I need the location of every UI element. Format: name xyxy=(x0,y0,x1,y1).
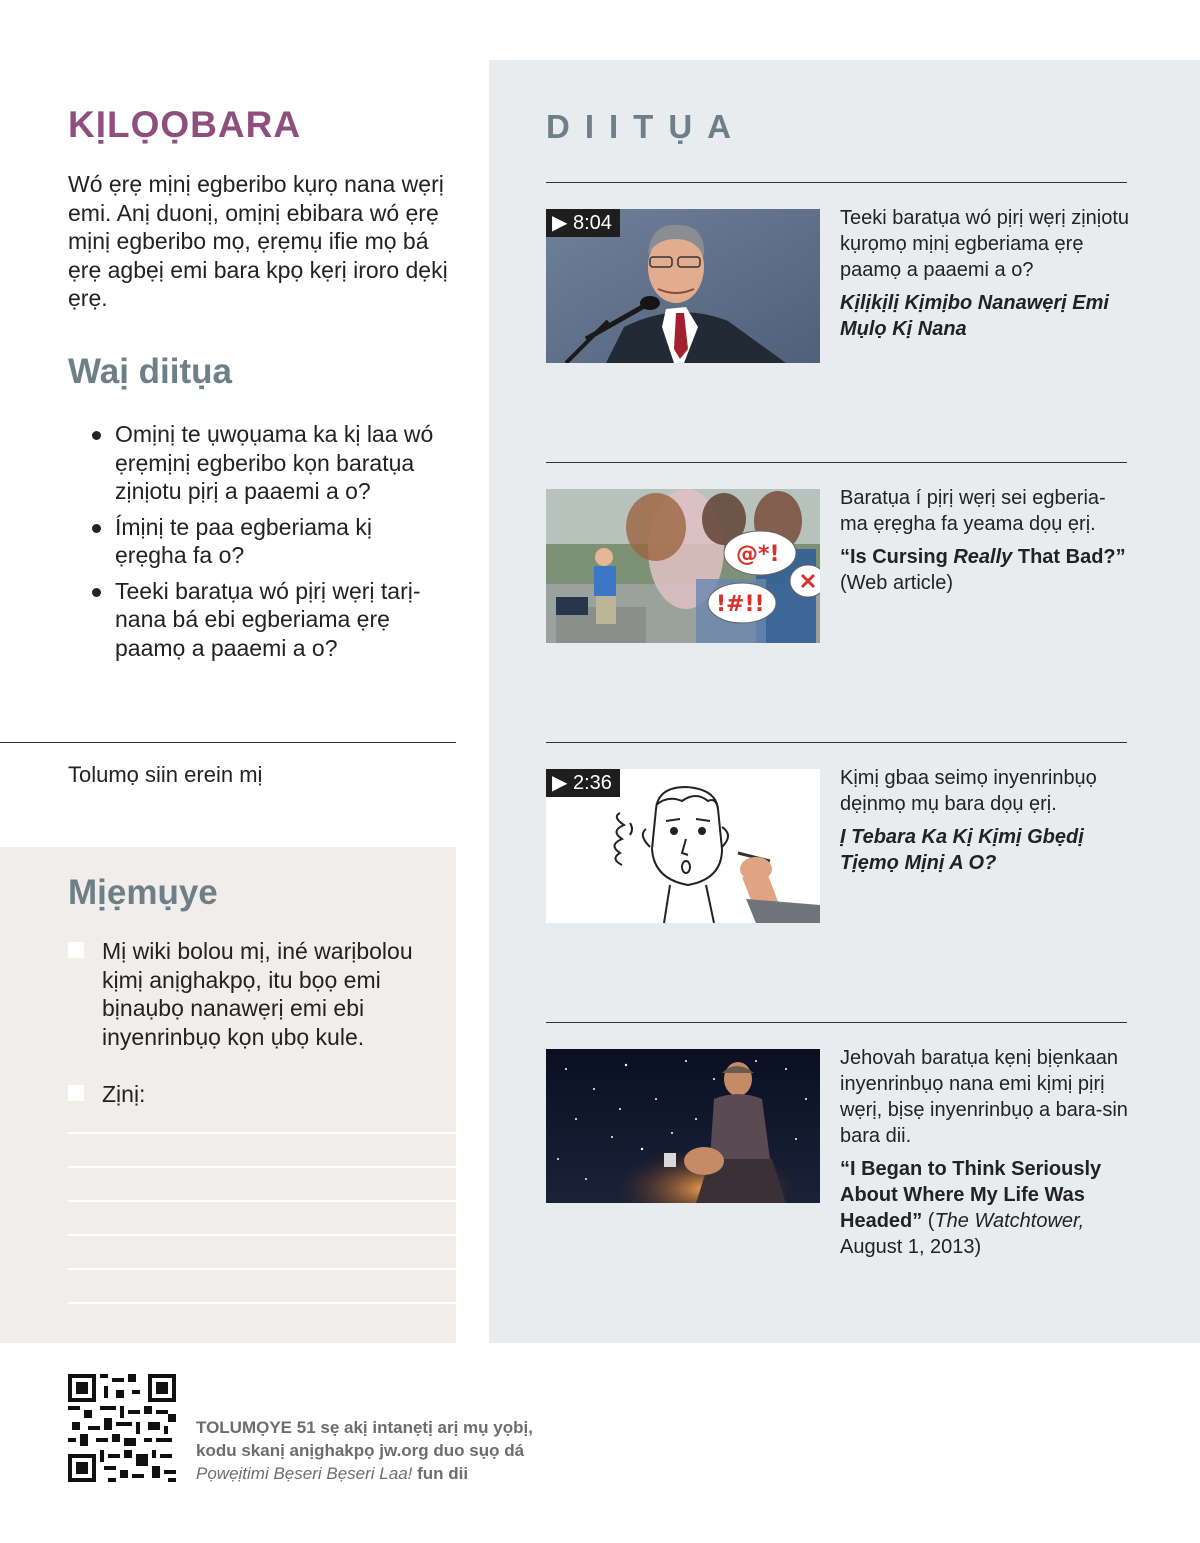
goal-text: Mị wiki bolou mị, iné warịbolou kịmị anịghakpọ, itu bọọ emi bịnaụbọ nanawẹrị emi ebi inyenrinbụọ kọn ụbọ kule. xyxy=(102,938,413,1050)
goals-title: Mịẹmụye xyxy=(68,873,218,912)
teens-image xyxy=(546,489,820,643)
review-item xyxy=(92,420,442,506)
entry-description: Teeki baratụa wó pịrị wẹrị zịnịotu kụrọmọ mịnị egberiama ẹrẹ paamọ a paaemi a o? xyxy=(840,207,1130,281)
write-line[interactable] xyxy=(68,1166,456,1168)
bullet-icon xyxy=(92,524,101,533)
qr-code-icon[interactable] xyxy=(68,1374,176,1482)
entry-title-text: Ị Tebara Ka Kị Kịmị Gbẹdị Tịẹmọ Mịnị A O? xyxy=(840,826,1084,874)
divider xyxy=(546,742,1127,743)
goal-text: Zịnị: xyxy=(102,1081,146,1107)
goals-box xyxy=(0,847,456,1343)
review-item xyxy=(92,577,442,663)
stars-image xyxy=(546,1049,820,1203)
bullet-icon xyxy=(92,431,101,440)
entry-source: (Web article) xyxy=(840,572,953,594)
section-title: KỊLỌỌBARA xyxy=(68,104,302,145)
review-list xyxy=(92,420,442,669)
write-line[interactable] xyxy=(68,1268,456,1270)
write-line[interactable] xyxy=(68,1200,456,1202)
divider xyxy=(546,1022,1127,1023)
footer-note xyxy=(196,1416,576,1485)
entry-source-title: The Watchtower, xyxy=(934,1210,1085,1232)
goal-item-other[interactable] xyxy=(68,1080,428,1109)
video-duration-badge xyxy=(546,209,620,237)
footer-text-end: fun dii xyxy=(412,1464,469,1483)
divider xyxy=(0,742,456,743)
divider xyxy=(546,462,1127,463)
right-title: DIITỤA xyxy=(546,108,746,145)
article-thumbnail[interactable] xyxy=(546,1049,820,1203)
entry-description: Baratụa í pịrị wẹrị sei egberia-ma ẹrẹgha fa yeama dọụ ẹrị. xyxy=(840,487,1106,535)
entry-source: ( xyxy=(922,1210,935,1232)
entry-title-link[interactable] xyxy=(840,824,1130,876)
entry-title-text: “I Began to Think Seriously About Where My Life Was Headed” xyxy=(840,1158,1102,1232)
video-duration-badge xyxy=(546,769,620,797)
play-icon: ▶ xyxy=(552,212,568,234)
footer-book-title: Pọwẹịtimi Bẹseri Bẹseri Laa! xyxy=(196,1464,413,1483)
review-item-text: Teeki baratụa wó pịrị wẹrị tarị-nana bá ebi egberiama ẹrẹ paamọ a paaemi a o? xyxy=(115,577,421,661)
review-title: Waị diitụa xyxy=(68,352,232,391)
write-line[interactable] xyxy=(68,1234,456,1236)
duration-text: 8:04 xyxy=(572,212,612,234)
right-panel xyxy=(489,60,1200,1343)
entry-description: Kịmị gbaa seimọ inyenrinbụọ dẹịnmọ mụ bara dọụ ẹrị. xyxy=(840,767,1097,815)
checkbox[interactable] xyxy=(68,1085,84,1101)
footer-text: TOLUMỌYE 51 sẹ akị intanẹtị arị mụ yọbị, kodu skanị anịghakpọ jw.org duo sụọ dá xyxy=(196,1418,533,1460)
entry-source-date: August 1, 2013) xyxy=(840,1236,982,1258)
notes-label: Tolumọ siin erein mị xyxy=(68,762,263,787)
entry-description: Jehovah baratụa kẹnị bịẹnkaan inyenrinbụọ nana emi kịmị pịrị wẹrị, bịsẹ inyenrinbụọ a bara-sin bara dii. xyxy=(840,1047,1128,1147)
video-thumbnail[interactable] xyxy=(546,769,820,923)
goal-item[interactable] xyxy=(68,937,428,1051)
entry-title-text: “Is Cursing xyxy=(840,546,954,568)
play-icon: ▶ xyxy=(552,772,568,794)
article-thumbnail[interactable] xyxy=(546,489,820,643)
intro-text: Wó ẹrẹ mịnị egberibo kụrọ nana wẹrị emi. Anị duonị, omịnị ebibara wó ẹrẹ mịnị egberibo mọ, ẹrẹmụ ifie mọ bá ẹrẹ agbẹị emi bara kpọ kẹrị iroro dẹkị ẹrẹ. xyxy=(68,171,448,311)
video-thumbnail[interactable] xyxy=(546,209,820,363)
bullet-icon xyxy=(92,588,101,597)
entry-title-text: That Bad?” xyxy=(1012,546,1126,568)
bubble-text: @*! xyxy=(736,542,780,567)
write-line[interactable] xyxy=(68,1132,456,1134)
review-item-text: Omịnị te ụwọụama ka kị laa wó ẹrẹmịnị egberibo kọn baratụa zịnịotu pịrị a paaemi a o? xyxy=(115,421,434,504)
review-item xyxy=(92,513,442,570)
review-item-text: Ímịnị te paa egberiama kị ẹrẹgha fa o? xyxy=(115,513,372,568)
bubble-text: !#!! xyxy=(716,592,765,617)
duration-text: 2:36 xyxy=(572,772,612,794)
entry-title-text: Kịlịkịlị Kịmịbo Nanawẹrị Emi Mụlọ Kị Nana xyxy=(840,292,1109,340)
divider xyxy=(546,182,1127,183)
entry-title-emphasis: Really xyxy=(953,546,1013,568)
entry-title-link[interactable] xyxy=(840,544,1130,596)
write-line[interactable] xyxy=(68,1302,456,1304)
entry-title-link[interactable] xyxy=(840,1156,1130,1260)
checkbox[interactable] xyxy=(68,942,84,958)
entry-title-link[interactable] xyxy=(840,290,1130,342)
